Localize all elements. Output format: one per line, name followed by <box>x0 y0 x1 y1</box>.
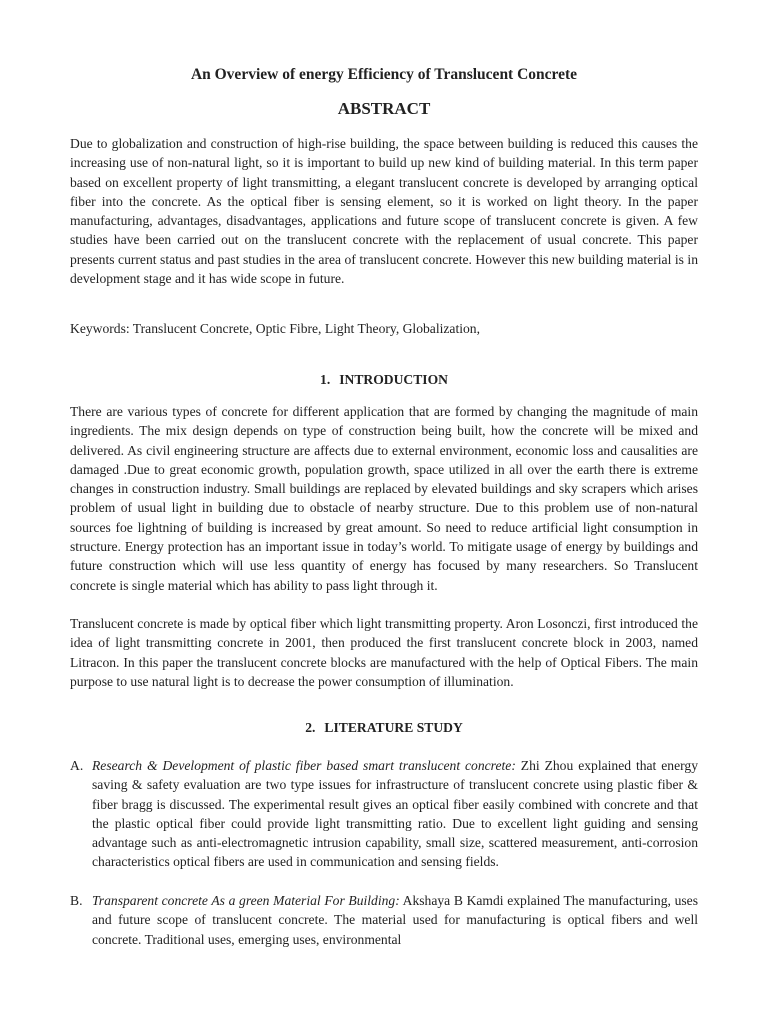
list-item-body <box>92 756 698 872</box>
list-item-text: Akshaya B Kamdi explained The manufacturing, uses and future scope of translucent concrete. The material used for manufacturing is optical fibers and well concrete. Traditional uses, emerging uses, environmental <box>92 893 698 947</box>
introduction-paragraph-1: There are various types of concrete for different application that are formed by changing the magnitude of main ingredients. The mix design depends on type of construction being built, how the concrete will be mixed and delivered. As civil engineering structure are affects due to external environment, economic loss and causalities are damaged .Due to great economic growth, population growth, space utilized in all over the earth there is extreme changes in construction industry. Small buildings are replaced by elevated buildings and sky scrapers which arises problem of usual light in building due to obstacle of nearby structure. Due to this problem use of non-natural sources foe lightning of building is increased by great amount. So need to reduce artificial light consumption in structure. Energy protection has an important issue in today’s world. To mitigate usage of energy by buildings and future construction which will use less quantity of energy has focused by many researchers. So Translucent concrete is single material which has ability to pass light through it. <box>70 404 698 593</box>
literature-item-b <box>70 891 698 949</box>
literature-heading <box>0 718 768 737</box>
section-title: INTRODUCTION <box>339 372 448 387</box>
keywords-line: Keywords: Translucent Concrete, Optic Fibre, Light Theory, Globalization, <box>70 321 481 336</box>
section-title: LITERATURE STUDY <box>324 720 463 735</box>
list-item-title: Transparent concrete As a green Material For Building: <box>92 893 400 908</box>
introduction-paragraph-2: Translucent concrete is made by optical fiber which light transmitting property. Aron Losonczi, first introduced the idea of light transmitting concrete in 2001, then produced the first translucent concrete block in 2003, named Litracon. In this paper the translucent concrete blocks are manufactured with the help of Optical Fibers. The main purpose to use natural light is to decrease the power consumption of illumination. <box>70 616 698 689</box>
introduction-heading <box>0 370 768 389</box>
paper-title: An Overview of energy Efficiency of Translucent Concrete <box>190 66 578 83</box>
list-item-text: Zhi Zhou explained that energy saving & safety evaluation are two type issues for infrastructure of translucent concrete using plastic fiber & fiber bragg is discussed. The experimental result gives an optical fiber easily combined with concrete and that the plastic optical fiber could provide light transmitting ratio. Due to excellent light guiding and sensing advantage such as anti-electromagnetic intrusion capability, small size, scattered measurement, anti-corrosion characteristics optical fibers are used in communication and sensing fields. <box>92 758 699 870</box>
abstract-heading: ABSTRACT <box>337 99 431 118</box>
section-number: 1. <box>320 372 331 387</box>
abstract-text: Due to globalization and construction of high-rise building, the space between building is reduced this causes the increasing use of non-natural light, so it is important to build up new kind of building material. In this term paper based on excellent property of light transmitting, a elegant translucent concrete is developed by arranging optical fiber into the concrete. As the optical fiber is sensing element, so it is worked on light theory. In the paper manufacturing, advantages, disadvantages, applications and future scope of translucent concrete is given. A few studies have been carried out on the translucent concrete with the replacement of usual concrete. This paper presents current status and past studies in the area of translucent concrete. However this new building material is in development stage and it has wide scope in future. <box>70 136 698 287</box>
list-marker: A. <box>70 758 84 773</box>
list-marker: B. <box>70 893 83 908</box>
list-item-body <box>92 891 698 949</box>
literature-item-a <box>70 756 698 872</box>
section-number: 2. <box>305 720 316 735</box>
list-item-title: Research & Development of plastic fiber based smart translucent concrete: <box>92 758 516 773</box>
